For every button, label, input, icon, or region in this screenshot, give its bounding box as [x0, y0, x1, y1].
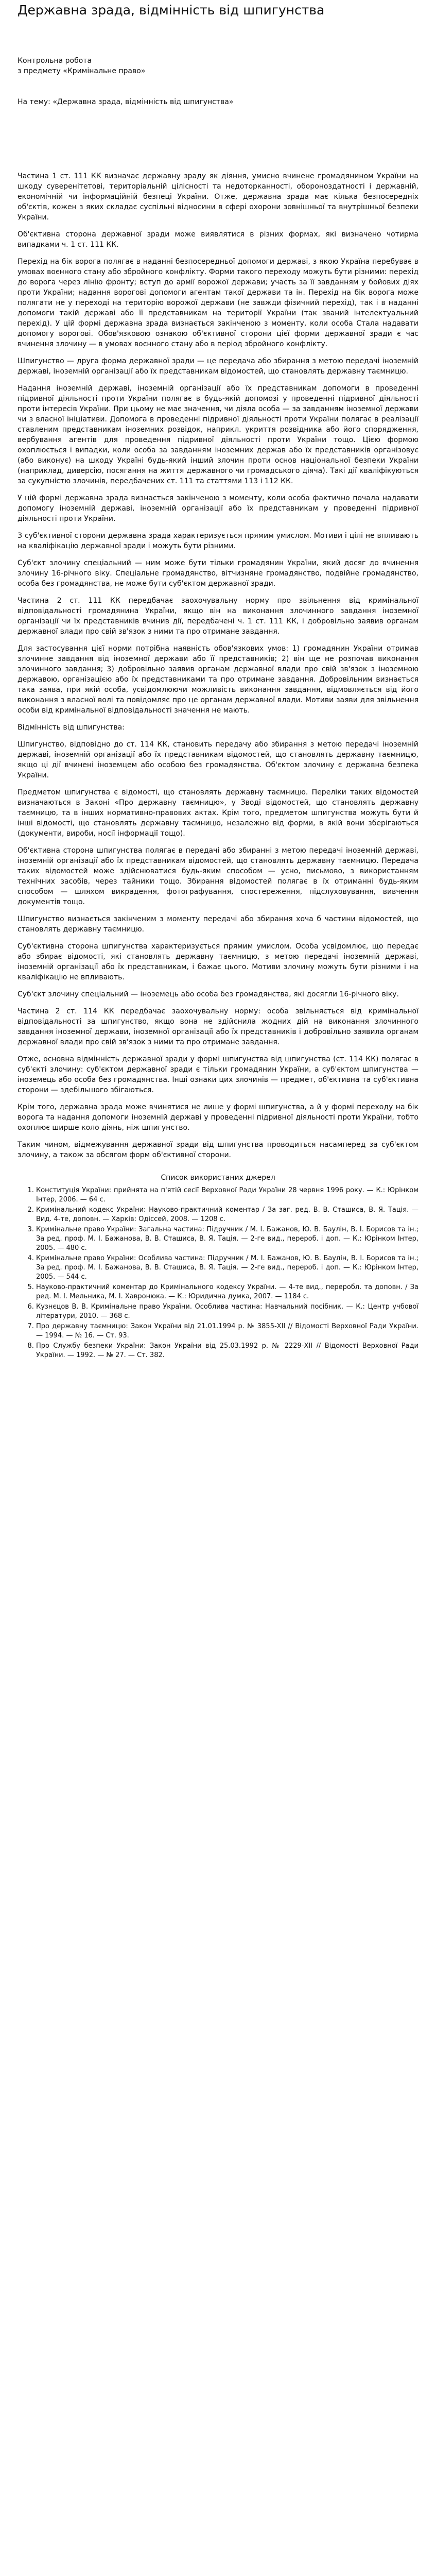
work-meta	[18, 56, 418, 76]
bibliography-item: 4. Кримінальне право України: Особлива частина: Підручник / М. І. Бажанов, Ю. В. Баулін, В. І. Борисов та ін.; За ред. проф. М. І. Бажанова, В. В. Сташиса, В. Я. Тація. — 2-ге вид., перероб. і доп. — К.: Юрінком Інтер, 2005. — 544 с.	[36, 1254, 418, 1282]
paragraph: Суб'єкт злочину спеціальний — ним може бути тільки громадянин України, який досяг до вчинення злочину 16-річного віку. Спеціальне громадянство, вітчизняне громадянство, подвійне громадянство, особа без громадянства, не може бути суб'єктом державної зради.	[18, 559, 418, 588]
paragraph: Шпигунство, відповідно до ст. 114 КК, становить передачу або збирання з метою передачі іноземній державі, іноземній організації або їх представникам відомостей, що становлять державну таємницю, якщо ці дії вчинені іноземцем або особою без громадянства. Об'єктом злочину є державна безпека України.	[18, 740, 418, 779]
bibliography-item: 8. Про Службу безпеки України: Закон України від 25.03.1992 р. № 2229-XII // Відомості Верховної Ради України. — 1992. — № 27. — Ст. 382.	[36, 1342, 418, 1360]
paragraph: З суб'єктивної сторони державна зрада характеризується прямим умислом. Мотиви і цілі не впливають на кваліфікацію державної зради і можуть бути різними.	[18, 532, 418, 550]
paragraph: Для застосування цієї норми потрібна наявність обов'язкових умов: 1) громадянин України отримав злочинне завдання від іноземної держави або її представників; 2) він ще не розпочав виконання злочинного завдання; 3) добровільно заявив органам державної влади про свій зв'язок з іноземною державою, організацією або їх представниками та про отримане завдання. Добровільним визнається така заява, при якій особа, усвідомлюючи можливість виконання завдання, відмовляється від його виконання з власної волі та повідомляє про це органам державної влади. Мотиви заяви для звільнення особи від кримінальної відповідальності значення не мають.	[18, 645, 418, 715]
paragraph: Отже, основна відмінність державної зради у формі шпигунства від шпигунства (ст. 114 КК) полягає в суб'єкті злочину: суб'єктом державної зради є тільки громадянин України, а суб'єктом шпигунства — іноземець або особа без громадянства. Інші ознаки цих злочинів — предмет, об'єктивна та суб'єктивна сторони — здебільшого збігаються.	[18, 1055, 418, 1094]
paragraph: Суб'єктивна сторона шпигунства характеризується прямим умислом. Особа усвідомлює, що передає або збирає відомості, які становлять державну таємницю, з метою передачі іноземній державі, іноземній організації або їх представникам, і бажає цього. Мотиви злочину можуть бути різними і на кваліфікацію не впливають.	[18, 942, 418, 981]
document-body	[18, 171, 418, 1160]
work-type: Контрольна робота	[18, 57, 92, 65]
paragraph: Об'єктивна сторона шпигунства полягає в передачі або збиранні з метою передачі іноземній державі, іноземній організації або їх представникам відомостей, що становлять державну таємницю. Передача таких відомостей може здійснюватися будь-яким способом — усно, письмово, з використанням технічних засобів, через тайники тощо. Збирання відомостей полягає в їх отриманні будь-яким способом — шляхом викрадення, фотографування, спостереження, підслуховування, вивчення документів тощо.	[18, 846, 418, 906]
page-title: Державна зрада, відмінність від шпигунства	[18, 3, 325, 18]
paragraph: Таким чином, відмежування державної зради від шпигунства проводиться насамперед за суб'єктом злочину, а також за обсягом форм об'єктивної сторони.	[18, 1141, 418, 1159]
work-subject: з предмету «Кримінальне право»	[18, 67, 146, 75]
paragraph: Частина 2 ст. 111 КК передбачає заохочувальну норму про звільнення від кримінальної відповідальності громадянина України, якщо він на виконання злочинного завдання іноземної організації чи їх представників вчинив дії, передбачені ч. 1 ст. 111 КК, і добровільно заявив органам державної влади про свій зв'язок з ними та про отримане завдання.	[18, 597, 418, 636]
paragraph: Шпигунство визнається закінченим з моменту передачі або збирання хоча б частини відомостей, що становлять державну таємницю.	[18, 915, 418, 934]
bibliography-item: 3. Кримінальне право України: Загальна частина: Підручник / М. І. Бажанов, Ю. В. Баулін, В. І. Борисов та ін.; За ред. проф. М. І. Бажанова, В. В. Сташиса, В. Я. Тація. — 2-ге вид., перероб. і доп. — К.: Юрінком Інтер, 2005. — 480 с.	[36, 1225, 418, 1253]
bibliography-item: 1. Конституція України: прийнята на п'ятій сесії Верховної Ради України 28 червня 1996 року. — К.: Юрінком Інтер, 2006. — 64 с.	[36, 1186, 418, 1205]
paragraph: Перехід на бік ворога полягає в наданні безпосередньої допомоги державі, з якою Україна перебуває в умовах воєнного стану або збройного конфлікту. Форми такого переходу можуть бути різними: перехід до ворога через лінію фронту; вступ до армії ворожої держави; участь за її завданням у бойових діях проти України; надання ворогові допомоги агентам такої держави та ін. Перехід на бік ворога може полягати не у переході на територію ворожої держави (не завжди фізичний перехід), так і в наданні допомоги такій державі або її представникам на території України (так званий інтелектуальний перехід). У цій формі державна зрада визнається закінченою з моменту, коли особа Стала надавати допомогу ворогові. Обов'язковою ознакою об'єктивної сторони цієї форми державної зради є час вчинення злочину — в умовах воєнного стану або в період збройного конфлікту.	[18, 258, 418, 348]
bibliography-list	[18, 1186, 418, 1360]
bibliography-item: 5. Науково-практичний коментар до Кримінального кодексу України. — 4-те вид., переробл. та доповн. / За ред. М. І. Мельника, М. І. Хавронюка. — К.: Юридична думка, 2007. — 1184 с.	[36, 1283, 418, 1301]
paragraph: Предметом шпигунства є відомості, що становлять державну таємницю. Переліки таких відомостей визначаються в Законі «Про державну таємницю», у Зводі відомостей, що становлять державну таємницю, та в інших нормативно-правових актах. Крім того, предметом шпигунства можуть бути й інші відомості, що становлять державну таємницю, незалежно від форми, в якій вони зберігаються (документи, вироби, носії інформації тощо).	[18, 788, 418, 838]
bibliography-heading: Список використаних джерел	[161, 1174, 275, 1182]
paragraph: Шпигунство — друга форма державної зради — це передача або збирання з метою передачі іноземній державі, іноземній організації або їх представникам відомостей, що становлять державну таємницю.	[18, 357, 418, 376]
paragraph: Об'єктивна сторона державної зради може виявлятися в різних формах, які визначено чотирма випадками ч. 1 ст. 111 КК.	[18, 230, 418, 249]
work-topic: На тему: «Державна зрада, відмінність від шпигунства»	[18, 98, 234, 106]
paragraph: Крім того, державна зрада може вчинятися не лише у формі шпигунства, а й у формі переходу на бік ворога та надання допомоги іноземній державі у проведенні підривної діяльності проти України, тобто охоплює ширше коло діянь, ніж шпигунство.	[18, 1103, 418, 1132]
paragraph: У цій формі державна зрада визнається закінченою з моменту, коли особа фактично почала надавати допомогу іноземній державі, іноземній організації або їх представникам у проведенні підривної діяльності проти України.	[18, 494, 418, 523]
bibliography-item: 2. Кримінальний кодекс України: Науково-практичний коментар / За заг. ред. В. В. Сташиса, В. Я. Тація. — Вид. 4-те, доповн. — Харків: Одіссей, 2008. — 1208 с.	[36, 1206, 418, 1224]
paragraph: Частина 1 ст. 111 КК визначає державну зраду як діяння, умисно вчинене громадянином України на шкоду суверенітетові, територіальній цілісності та недоторканності, обороноздатності і державній, економічній чи інформаційній безпеці України. Отже, державна зрада має кілька безпосередніх об'єктів, кожен з яких складає суспільні відносини в сфері охорони зовнішньої та внутрішньої безпеки України.	[18, 172, 418, 222]
paragraph: Надання іноземній державі, іноземній організації або їх представникам допомоги в проведенні підривної діяльності проти України полягає в будь-якій допомозі у проведенні підривної діяльності проти інтересів України. При цьому не має значення, чи діяла особа — за завданням іноземної держави чи з власної ініціативи. Допомога в проведенні підривної діяльності проти України полягає в реалізації ставленим представникам іноземних розвідок, наприкл. укриття розвідника або його спорядження, вербування агентів для проведення підривної діяльності проти України тощо. Цією формою охоплюється і випадки, коли особа за завданням іноземних держав або їх представників організовує (або виконує) на шкоду Україні будь-який інший злочин проти основ національної безпеки України (наприклад, диверсію, посягання на життя державного чи громадського діяча). Такі дії кваліфікуються за сукупністю злочинів, передбачених ст. 111 та статтями 113 і 112 КК.	[18, 384, 418, 485]
paragraph: Частина 2 ст. 114 КК передбачає заохочувальну норму: особа звільняється від кримінальної відповідальності за шпигунство, якщо вона не здійснила жодних дій на виконання злочинного завдання іноземної держави, іноземної організації або їх представників і добровільно заявила органам державної влади про свій зв'язок з ними та про отримане завдання.	[18, 1007, 418, 1046]
bibliography-item: 7. Про державну таємницю: Закон України від 21.01.1994 р. № 3855-XII // Відомості Верховної Ради України. — 1994. — № 16. — Ст. 93.	[36, 1322, 418, 1341]
bibliography-item: 6. Кузнєцов В. В. Кримінальне право України. Особлива частина: Навчальний посібник. — К.: Центр учбової літератури, 2010. — 368 с.	[36, 1302, 418, 1321]
section-label: Відмінність від шпигунства:	[18, 723, 125, 732]
paragraph: Суб'єкт злочину спеціальний — іноземець або особа без громадянства, які досягли 16-річного віку.	[18, 990, 399, 998]
